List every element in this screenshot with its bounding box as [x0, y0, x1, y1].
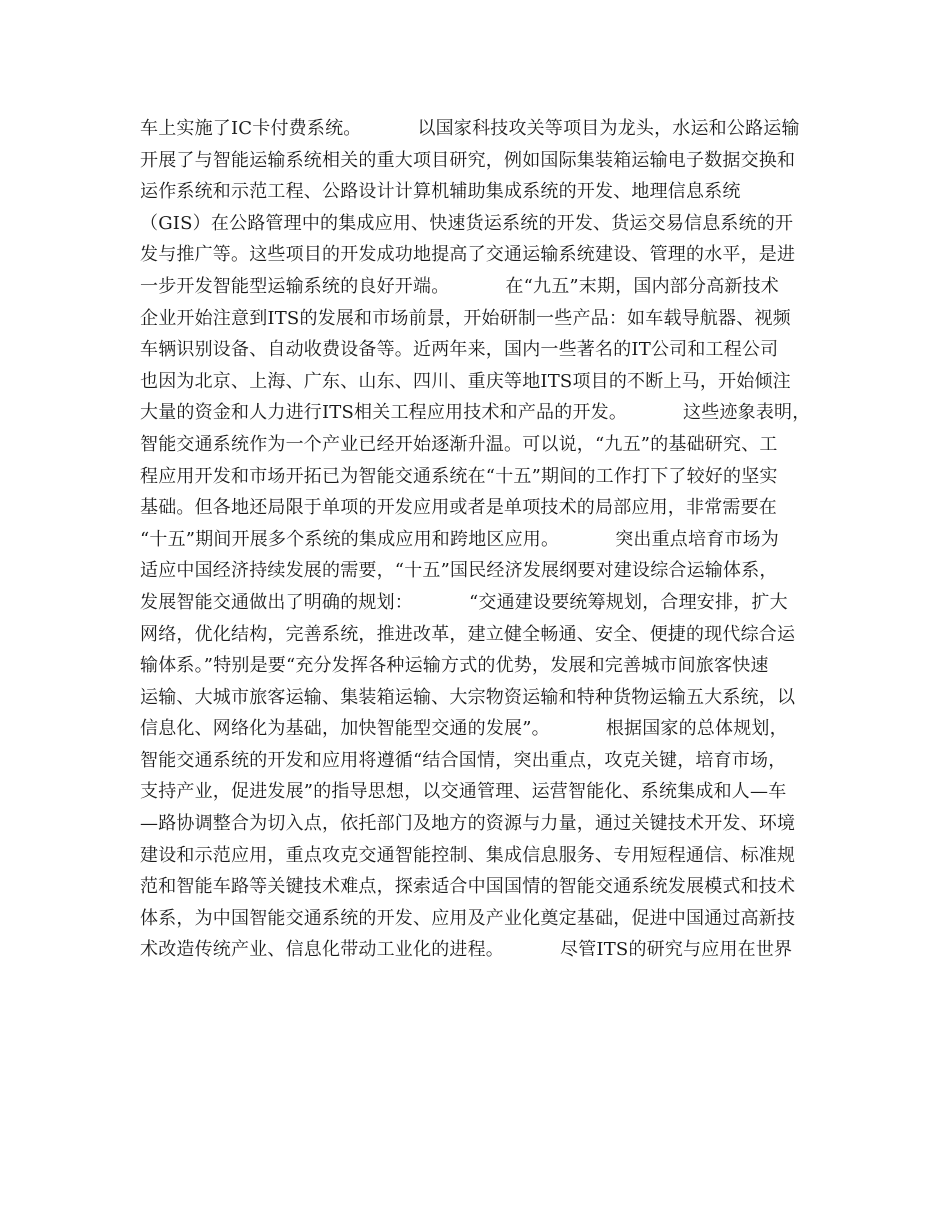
text-line: [140, 871, 820, 903]
text-segment: 车上实施了IC卡付费系统。: [140, 118, 362, 139]
text-line: [140, 145, 820, 177]
text-segment: 智能交通系统的开发和应用将遵循“结合国情，突出重点，攻克关键，培育市场，: [140, 749, 787, 771]
text-line: [140, 303, 820, 335]
text-segment: 范和智能车路等关键技术难点，探索适合中国国情的智能交通系统发展模式和技术: [140, 876, 796, 898]
text-line: [140, 903, 820, 935]
text-segment: 尽管ITS的研究与应用在世界: [560, 939, 793, 961]
text-segment: —路协调整合为切入点，依托部门及地方的资源与力量，通过关键技术开发、环境: [140, 813, 796, 835]
text-segment: 术改造传统产业、信息化带动工业化的进程。: [140, 939, 504, 961]
text-segment: 网络，优化结构，完善系统，推进改革，建立健全畅通、安全、便捷的现代综合运: [140, 623, 796, 645]
text-segment: 根据国家的总体规划，: [605, 718, 788, 740]
text-line: [140, 840, 820, 872]
text-segment: 发与推广等。这些项目的开发成功地提高了交通运输系统建设、管理的水平，是进: [140, 244, 796, 266]
text-segment: 发展智能交通做出了明确的规划：: [140, 591, 413, 613]
text-line: [140, 176, 820, 208]
text-segment: 智能交通系统作为一个产业已经开始逐渐升温。可以说，“九五”的基础研究、工: [140, 433, 778, 455]
text-line: [140, 934, 820, 966]
text-line: [140, 334, 820, 366]
text-segment: 体系，为中国智能交通系统的开发、应用及产业化奠定基础，促进中国通过高新技: [140, 907, 796, 929]
text-segment: 输体系。”特别是要“充分发挥各种运输方式的优势，发展和完善城市间旅客快速: [140, 655, 769, 677]
text-line: [140, 682, 820, 714]
text-segment: 也因为北京、上海、广东、山东、四川、重庆等地ITS项目的不断上马，开始倾注: [140, 370, 791, 392]
text-line: [140, 397, 820, 429]
text-segment: 建设和示范应用，重点攻克交通智能控制、集成信息服务、专用短程通信、标准规: [140, 844, 796, 866]
text-segment: 车辆识别设备、自动收费设备等。近两年来，国内一些著名的IT公司和工程公司: [140, 339, 779, 361]
text-line: [140, 492, 820, 524]
text-segment: 一步开发智能型运输系统的良好开端。: [140, 275, 450, 297]
text-line: [140, 713, 820, 745]
text-segment: 在“九五”末期，国内部分高新技术: [505, 275, 780, 297]
text-line: [140, 776, 820, 808]
text-segment: 这些迹象表明，: [683, 402, 811, 424]
text-line: [140, 366, 820, 398]
text-segment: 信息化、网络化为基础，加快智能型交通的发展”。: [140, 718, 550, 740]
text-segment: （GIS）在公路管理中的集成应用、快速货运系统的开发、货运交易信息系统的开: [140, 212, 794, 234]
text-segment: 基础。但各地还局限于单项的开发应用或者是单项技术的局部应用，非常需要在: [140, 497, 777, 519]
text-line: [140, 619, 820, 651]
text-line: [140, 808, 820, 840]
text-line: [140, 587, 820, 619]
text-line: [140, 650, 820, 682]
text-line: [140, 271, 820, 303]
body-text: [140, 113, 820, 966]
text-segment: 支持产业，促进发展”的指导思想，以交通管理、运营智能化、系统集成和人—车: [140, 781, 787, 803]
text-segment: 以国家科技攻关等项目为龙头，水运和公路运输: [417, 118, 800, 139]
text-line: [140, 239, 820, 271]
text-line: [140, 429, 820, 461]
text-segment: 开展了与智能运输系统相关的重大项目研究，例如国际集装箱运输电子数据交换和: [140, 149, 796, 171]
text-line: [140, 745, 820, 777]
text-segment: 运输、大城市旅客运输、集装箱运输、大宗物资运输和特种货物运输五大系统，以: [140, 686, 796, 708]
text-segment: “十五”期间开展多个系统的集成应用和跨地区应用。: [140, 528, 560, 550]
text-line: [140, 555, 820, 587]
text-segment: 企业开始注意到ITS的发展和市场前景，开始研制一些产品：如车载导航器、视频: [140, 307, 791, 329]
text-segment: 大量的资金和人力进行ITS相关工程应用技术和产品的开发。: [140, 402, 628, 424]
text-segment: 突出重点培育市场为: [615, 528, 780, 550]
text-segment: 程应用开发和市场开拓已为智能交通系统在“十五”期间的工作打下了较好的坚实: [140, 465, 778, 487]
text-line: [140, 208, 820, 240]
text-line: [140, 524, 820, 556]
text-segment: 适应中国经济持续发展的需要，“十五”国民经济发展纲要对建设综合运输体系，: [140, 560, 778, 582]
text-segment: “交通建设要统筹规划，合理安排，扩大: [469, 591, 788, 613]
text-segment: 运作系统和示范工程、公路设计计算机辅助集成系统的开发、地理信息系统: [140, 181, 741, 203]
text-line: [140, 461, 820, 493]
text-line: [140, 113, 820, 145]
